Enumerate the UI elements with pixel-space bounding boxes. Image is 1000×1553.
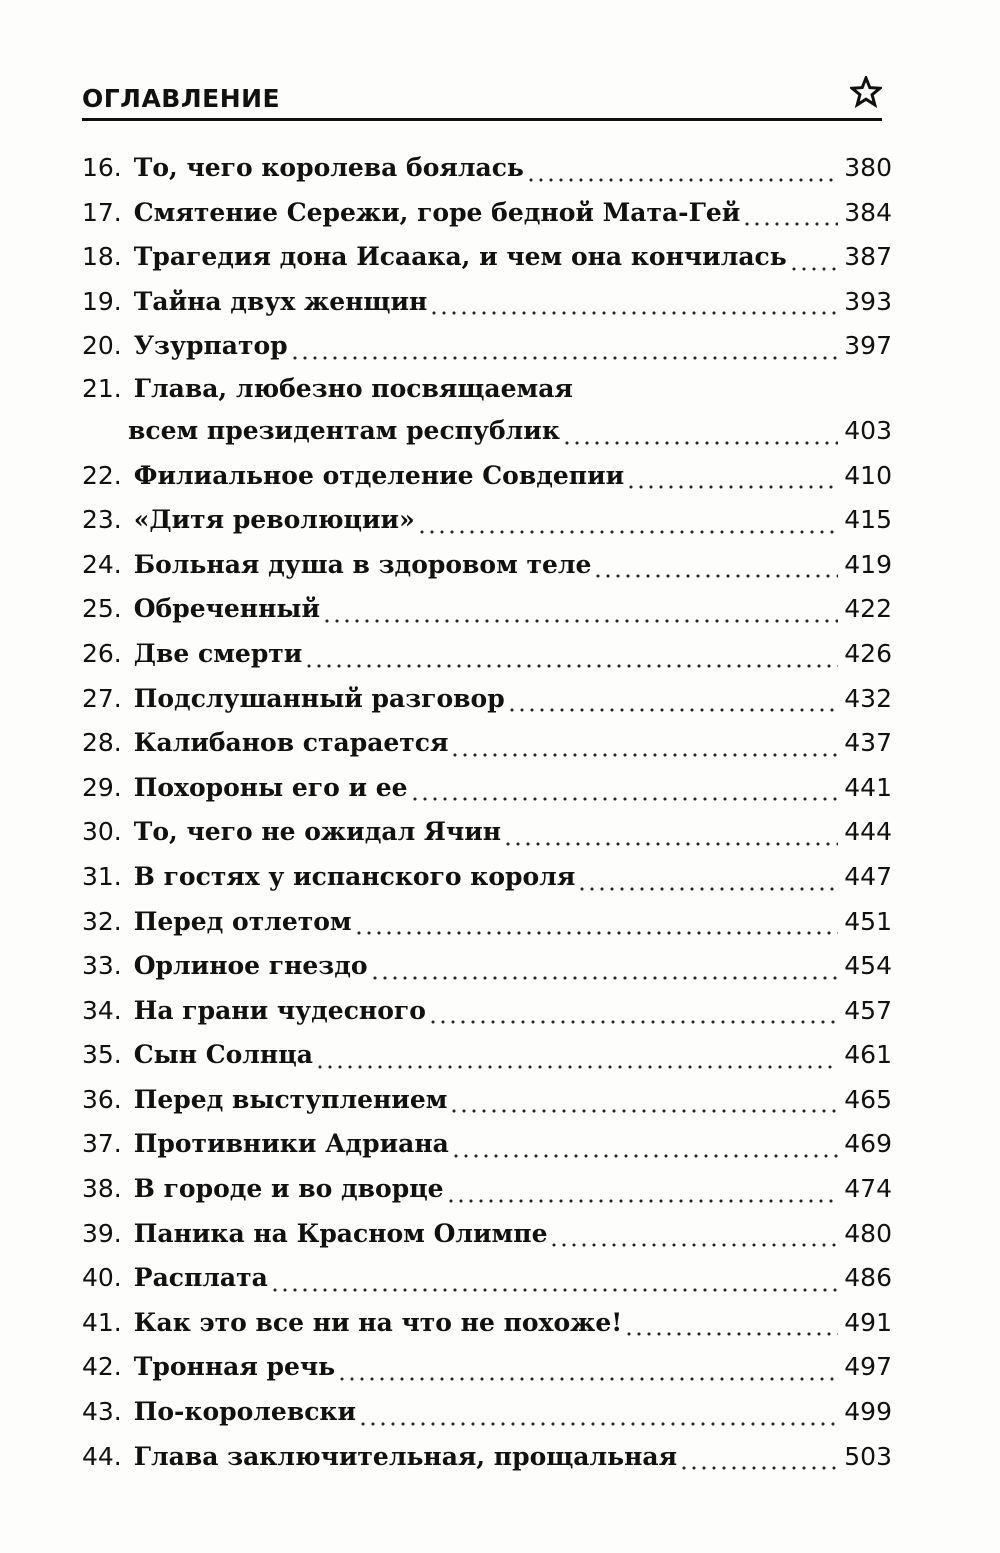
toc-entry-title: По-королевски <box>133 1397 357 1427</box>
dot-leader <box>270 1263 838 1293</box>
toc-entry-number: 24. <box>82 549 122 579</box>
toc-entry <box>82 1212 892 1257</box>
toc-entry <box>82 498 892 543</box>
toc-entry-page: 415 <box>844 505 892 535</box>
toc-entry-page: 387 <box>844 242 892 272</box>
toc-entry-title: Смятение Сережи, горе бедной Мата-Гей <box>133 197 741 227</box>
toc-entry <box>82 146 892 191</box>
toc-entry-title: Как это все ни на что не похоже! <box>133 1307 623 1337</box>
toc-entry-number: 38. <box>82 1174 122 1204</box>
toc-entry-page: 380 <box>844 153 892 182</box>
toc-entry-page: 426 <box>844 638 892 668</box>
toc-entry-number: 42. <box>82 1352 122 1382</box>
toc-entry-page: 410 <box>844 460 892 490</box>
dot-leader <box>507 683 838 713</box>
toc-entry-title: На грани чудесного <box>133 995 426 1025</box>
toc-entry-number: 43. <box>82 1397 122 1427</box>
dot-leader <box>337 1352 838 1382</box>
toc-entry-page: 444 <box>844 817 892 847</box>
page-header <box>82 78 882 122</box>
toc-entry-title: Противники Адриана <box>133 1129 449 1159</box>
toc-entry-page: 461 <box>844 1040 892 1070</box>
table-of-contents <box>82 146 892 1479</box>
toc-entry-title: Глава заключительная, прощальная <box>133 1441 678 1471</box>
toc-entry-number: 30. <box>82 817 122 847</box>
toc-entry-title: В городе и во дворце <box>133 1174 444 1204</box>
dot-leader <box>450 728 838 758</box>
dot-leader <box>290 331 838 361</box>
dot-leader <box>549 1218 838 1248</box>
dot-leader <box>429 286 838 316</box>
toc-entry-page: 497 <box>844 1352 892 1382</box>
toc-entry-number: 21. <box>82 373 122 403</box>
toc-entry-number: 41. <box>82 1307 122 1337</box>
toc-entry-title: В гостях у испанского короля <box>133 861 576 891</box>
toc-entry <box>82 587 892 632</box>
dot-leader <box>354 906 838 936</box>
dot-leader <box>789 242 838 272</box>
dot-leader <box>577 862 838 892</box>
toc-entry-number: 19. <box>82 286 122 316</box>
dot-leader <box>358 1397 838 1427</box>
dot-leader <box>370 951 838 981</box>
toc-entry-page: 469 <box>844 1129 892 1159</box>
toc-entry-page: 499 <box>844 1397 892 1427</box>
toc-entry-title: Филиальное отделение Совдепии <box>133 460 625 490</box>
page-title: ОГЛАВЛЕНИЕ <box>82 84 281 113</box>
toc-entry-title: Узурпатор <box>133 331 288 361</box>
toc-entry-number: 18. <box>82 242 122 272</box>
toc-entry-title: Трагедия дона Исаака, и чем она кончилась <box>133 242 787 272</box>
toc-entry-number: 34. <box>82 995 122 1025</box>
toc-entry-number: 27. <box>82 683 122 713</box>
dot-leader <box>322 594 838 624</box>
toc-entry <box>82 191 892 236</box>
toc-entry <box>82 855 892 900</box>
toc-entry-number: 44. <box>82 1441 122 1471</box>
toc-entry <box>82 1390 892 1435</box>
toc-entry-title: То, чего не ожидал Ячин <box>133 817 502 847</box>
toc-entry-number: 37. <box>82 1129 122 1159</box>
toc-entry <box>82 900 892 945</box>
dot-leader <box>410 772 838 802</box>
toc-entry <box>82 543 892 588</box>
dot-leader <box>624 1307 838 1337</box>
toc-entry <box>82 324 892 369</box>
toc-entry-number: 22. <box>82 460 122 490</box>
toc-entry-title: Обреченный <box>133 594 321 624</box>
toc-entry-title: Похороны его и ее <box>133 772 408 802</box>
toc-entry-page: 437 <box>844 728 892 758</box>
toc-entry-title: Расплата <box>133 1263 268 1293</box>
toc-entry-number: 26. <box>82 638 122 668</box>
toc-entry-title: Тайна двух женщин <box>133 286 428 316</box>
toc-entry-page: 457 <box>844 995 892 1025</box>
toc-entry-number: 32. <box>82 906 122 936</box>
toc-entry <box>82 810 892 855</box>
toc-entry-title: То, чего королева боялась <box>133 153 524 182</box>
toc-entry-number: 29. <box>82 772 122 802</box>
toc-entry-title: Сын Солнца <box>133 1040 313 1070</box>
toc-entry-number: 23. <box>82 505 122 535</box>
toc-entry <box>82 1033 892 1078</box>
toc-entry-number: 16. <box>82 153 122 182</box>
toc-entry-number: 17. <box>82 197 122 227</box>
toc-entry <box>82 1078 892 1123</box>
toc-entry-page: 441 <box>844 772 892 802</box>
dot-leader <box>449 1084 838 1114</box>
toc-entry-title: Паника на Красном Олимпе <box>133 1218 548 1248</box>
toc-entry <box>82 944 892 989</box>
toc-entry-page: 503 <box>844 1441 892 1471</box>
toc-entry-page: 397 <box>844 331 892 361</box>
toc-entry-page: 447 <box>844 861 892 891</box>
toc-entry-page: 480 <box>844 1218 892 1248</box>
toc-entry-number: 35. <box>82 1040 122 1070</box>
toc-entry <box>82 1256 892 1301</box>
dot-leader <box>626 460 838 490</box>
toc-entry-page: 491 <box>844 1307 892 1337</box>
toc-entry-page: 393 <box>844 286 892 316</box>
toc-entry <box>82 1345 892 1390</box>
dot-leader <box>503 817 838 847</box>
dot-leader <box>562 416 838 446</box>
toc-entry-title: Перед отлетом <box>133 906 352 936</box>
toc-entry-title: Орлиное гнездо <box>133 951 368 981</box>
dot-leader <box>315 1040 838 1070</box>
toc-entry-page: 419 <box>844 549 892 579</box>
dot-leader <box>679 1441 838 1471</box>
toc-entry-number: 20. <box>82 331 122 361</box>
dot-leader <box>304 639 838 669</box>
toc-entry-title: Тронная речь <box>133 1352 336 1382</box>
dot-leader <box>593 549 838 579</box>
toc-entry <box>82 677 892 722</box>
toc-entry-page: 454 <box>844 951 892 981</box>
toc-entry <box>82 1435 892 1480</box>
toc-entry-number: 28. <box>82 728 122 758</box>
toc-entry-title: Перед выступлением <box>133 1084 448 1114</box>
toc-entry-page: 474 <box>844 1174 892 1204</box>
toc-entry-title: «Дитя революции» <box>133 505 415 535</box>
dot-leader <box>446 1174 838 1204</box>
toc-entry-page: 422 <box>844 594 892 624</box>
toc-entry-page: 451 <box>844 906 892 936</box>
dot-leader <box>742 197 838 227</box>
toc-entry <box>82 989 892 1034</box>
toc-entry-page: 403 <box>844 415 892 445</box>
star-outline-icon <box>850 76 882 108</box>
toc-entry-title: Подслушанный разговор <box>133 683 505 713</box>
toc-entry-page: 465 <box>844 1084 892 1114</box>
toc-entry <box>82 235 892 280</box>
toc-entry <box>82 766 892 811</box>
toc-entry-page: 486 <box>844 1263 892 1293</box>
toc-entry <box>82 632 892 677</box>
dot-leader <box>417 505 838 535</box>
toc-entry-title: Больная душа в здоровом теле <box>133 549 592 579</box>
toc-entry <box>82 1122 892 1167</box>
toc-entry-title: Две смерти <box>133 638 303 668</box>
toc-entry <box>82 721 892 766</box>
toc-entry-page: 432 <box>844 683 892 713</box>
toc-entry <box>82 454 892 499</box>
toc-entry <box>82 1301 892 1346</box>
toc-entry-title-line2: всем президентам республик <box>128 415 560 445</box>
toc-entry <box>82 369 892 409</box>
toc-entry-number: 36. <box>82 1084 122 1114</box>
toc-entry <box>82 1167 892 1212</box>
toc-entry-number: 25. <box>82 594 122 624</box>
toc-entry-page: 384 <box>844 197 892 227</box>
toc-entry-title: Глава, любезно посвящаемая <box>133 373 573 403</box>
dot-leader <box>428 995 838 1025</box>
toc-entry-title: Калибанов старается <box>133 728 449 758</box>
dot-leader <box>526 153 838 183</box>
toc-entry <box>82 280 892 325</box>
toc-entry-number: 40. <box>82 1263 122 1293</box>
toc-entry-continuation <box>82 409 892 454</box>
dot-leader <box>451 1129 838 1159</box>
toc-entry-number: 33. <box>82 951 122 981</box>
header-divider <box>82 118 882 121</box>
toc-entry-number: 31. <box>82 861 122 891</box>
toc-entry-number: 39. <box>82 1218 122 1248</box>
